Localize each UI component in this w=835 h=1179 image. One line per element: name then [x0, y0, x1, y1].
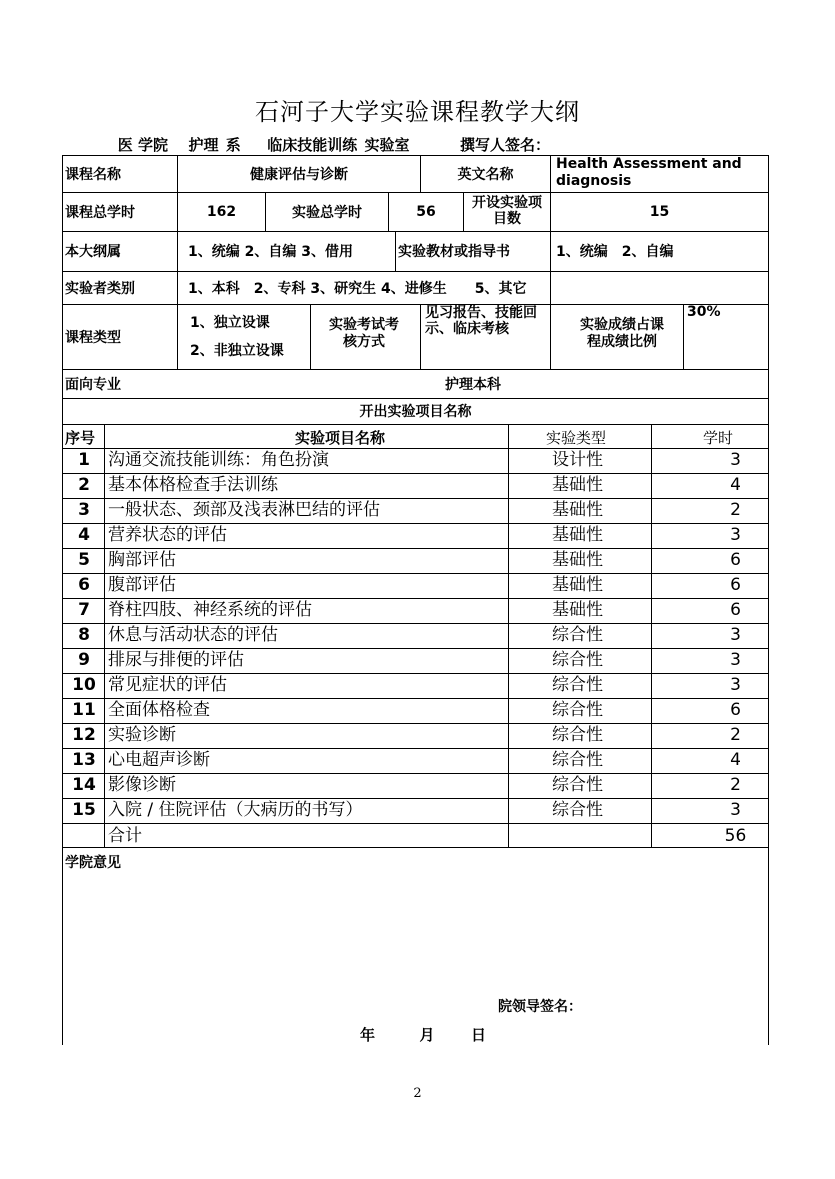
item-hours: 2 — [730, 725, 741, 745]
item-number: 1 — [78, 450, 90, 470]
item-number: 11 — [72, 700, 96, 720]
student-type-options: 1、本科 2、专科 3、研究生 4、进修生 5、其它 — [188, 280, 527, 297]
item-number: 15 — [72, 800, 96, 820]
table-row — [62, 723, 769, 747]
item-name: 实验诊断 — [108, 725, 176, 745]
score-ratio-value: 30% — [687, 304, 721, 320]
item-number: 2 — [78, 475, 90, 495]
course-name-value: 健康评估与诊断 — [250, 166, 348, 183]
course-type-opt1: 1、独立设课 — [190, 315, 270, 331]
total-hours-label: 课程总学时 — [65, 204, 135, 221]
table-row — [62, 673, 769, 697]
item-type: 综合性 — [552, 775, 603, 795]
item-number: 6 — [78, 575, 90, 595]
table-row — [62, 698, 769, 722]
page-number: 2 — [413, 1086, 422, 1101]
table-row — [62, 748, 769, 772]
item-name: 休息与活动状态的评估 — [108, 625, 278, 645]
table-row — [62, 523, 769, 547]
total-hours: 56 — [724, 826, 747, 846]
item-number: 3 — [78, 500, 90, 520]
table-row — [62, 473, 769, 497]
total-row — [62, 824, 769, 848]
col-hours-header: 学时 — [702, 429, 733, 447]
student-type-label: 实验者类别 — [65, 280, 135, 297]
item-name: 常见症状的评估 — [108, 675, 227, 695]
item-hours: 3 — [730, 450, 741, 470]
score-ratio-label: 实验成绩占课程成绩比例 — [580, 317, 664, 350]
lab-name: 临床技能训练 — [267, 136, 358, 154]
course-name-label: 课程名称 — [65, 166, 121, 183]
total-label: 合计 — [108, 826, 142, 846]
course-type-opt2: 2、非独立设课 — [190, 343, 284, 359]
table-row — [62, 798, 769, 822]
item-hours: 3 — [730, 800, 741, 820]
item-hours: 4 — [730, 750, 741, 770]
items-heading: 开出实验项目名称 — [359, 404, 472, 420]
opinion-label: 学院意见 — [65, 855, 121, 871]
item-hours: 6 — [730, 600, 741, 620]
item-type: 综合性 — [552, 700, 603, 720]
belong-label: 本大纲属 — [65, 244, 121, 260]
item-type: 基础性 — [552, 575, 603, 595]
dept-name: 护理 — [188, 136, 219, 154]
item-name: 基本体格检查手法训练 — [108, 475, 278, 495]
item-name: 胸部评估 — [108, 550, 176, 570]
item-hours: 2 — [730, 500, 741, 520]
table-row — [62, 648, 769, 672]
item-name: 腹部评估 — [108, 575, 176, 595]
exam-label: 实验考试考核方式 — [329, 317, 399, 350]
item-name: 排尿与排便的评估 — [108, 650, 244, 670]
item-type: 综合性 — [552, 750, 603, 770]
item-type: 基础性 — [552, 475, 603, 495]
table-row — [62, 573, 769, 597]
item-number: 5 — [78, 550, 90, 570]
lab-hours-value: 56 — [416, 203, 436, 220]
item-number: 8 — [78, 625, 90, 645]
day-label: 日 — [470, 1026, 486, 1044]
item-hours: 3 — [730, 625, 741, 645]
item-type: 综合性 — [552, 675, 603, 695]
item-hours: 6 — [730, 700, 741, 720]
english-name-value: Health Assessment and diagnosis — [556, 156, 742, 189]
belong-options: 1、统编 2、自编 3、借用 — [188, 244, 353, 260]
item-type: 综合性 — [552, 650, 603, 670]
items-header-row — [62, 424, 769, 448]
date-line — [360, 1024, 486, 1045]
course-type-label: 课程类型 — [65, 329, 121, 346]
item-type: 基础性 — [552, 600, 603, 620]
item-name: 入院 / 住院评估（大病历的书写） — [108, 800, 363, 820]
table-row — [62, 773, 769, 797]
major-label: 面向专业 — [65, 376, 121, 393]
item-number: 7 — [78, 600, 90, 620]
item-name: 一般状态、颈部及浅表淋巴结的评估 — [108, 500, 380, 520]
item-hours: 6 — [730, 575, 741, 595]
item-hours: 6 — [730, 550, 741, 570]
header-line — [66, 134, 550, 156]
item-name: 影像诊断 — [108, 775, 176, 795]
item-type: 综合性 — [552, 625, 603, 645]
col-no-header: 序号 — [65, 429, 96, 447]
item-type: 基础性 — [552, 500, 603, 520]
col-type-header: 实验类型 — [546, 429, 607, 447]
item-number: 14 — [72, 775, 96, 795]
item-number: 9 — [78, 650, 90, 670]
item-type: 设计性 — [552, 450, 603, 470]
item-number: 10 — [72, 675, 96, 695]
english-name-label: 英文名称 — [457, 166, 514, 183]
item-type: 基础性 — [552, 550, 603, 570]
item-type: 综合性 — [552, 725, 603, 745]
item-hours: 2 — [730, 775, 741, 795]
lab-hours-label: 实验总学时 — [292, 204, 362, 221]
document-title: 石河子大学实验课程教学大纲 — [255, 98, 580, 126]
item-number: 4 — [78, 525, 90, 545]
lab-items-value: 15 — [649, 203, 670, 220]
college-name: 医 学院 — [66, 134, 170, 156]
item-hours: 3 — [730, 525, 741, 545]
item-name: 全面体格检查 — [108, 700, 210, 720]
month-label: 月 — [419, 1026, 435, 1044]
lab-items-label: 开设实验项目数 — [472, 195, 542, 227]
table-row — [62, 448, 769, 472]
leader-sign-label: 院领导签名： — [498, 999, 582, 1015]
item-hours: 4 — [730, 475, 741, 495]
item-number: 13 — [72, 750, 96, 770]
item-hours: 3 — [730, 650, 741, 670]
col-name-header: 实验项目名称 — [294, 429, 385, 447]
lab-suffix: 实验室 — [364, 136, 410, 154]
item-name: 心电超声诊断 — [108, 750, 210, 770]
year-label: 年 — [360, 1026, 376, 1044]
item-name: 沟通交流技能训练：角色扮演 — [108, 450, 329, 470]
item-number: 12 — [72, 725, 96, 745]
table-row — [62, 623, 769, 647]
item-name: 脊柱四肢、神经系统的评估 — [108, 600, 312, 620]
dept-suffix: 系 — [225, 136, 241, 154]
table-row — [62, 498, 769, 522]
exam-value: 见习报告、技能回示、临床考核 — [425, 305, 537, 337]
item-name: 营养状态的评估 — [108, 525, 227, 545]
table-row — [62, 548, 769, 572]
item-hours: 3 — [730, 675, 741, 695]
textbook-options: 1、统编 2、自编 — [556, 244, 674, 260]
major-value: 护理本科 — [445, 376, 501, 393]
signer-label: 撰写人签名： — [459, 136, 550, 154]
total-hours-value: 162 — [206, 203, 237, 220]
item-type: 综合性 — [552, 800, 603, 820]
textbook-label: 实验教材或指导书 — [398, 244, 510, 260]
item-type: 基础性 — [552, 525, 603, 545]
table-row — [62, 598, 769, 622]
